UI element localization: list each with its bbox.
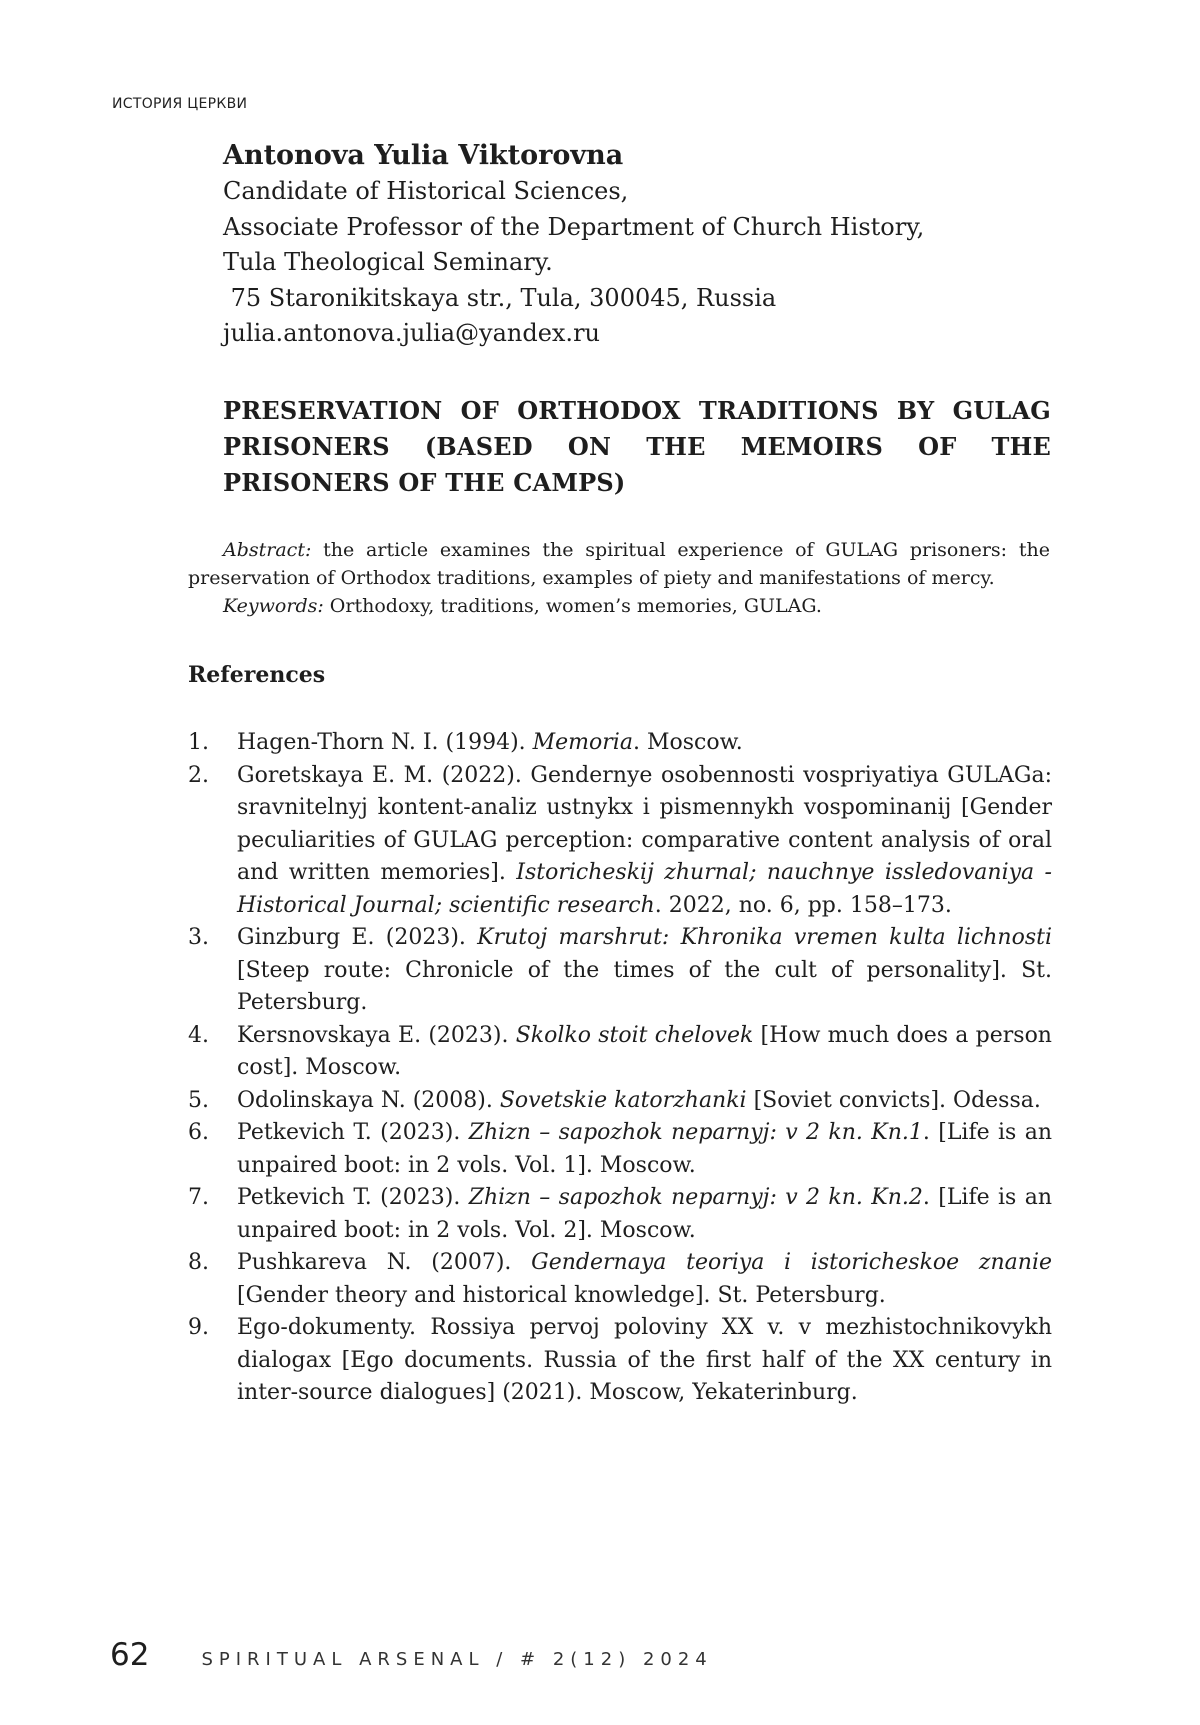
author-degree: Candidate of Historical Sciences, xyxy=(223,177,629,205)
running-header: ИСТОРИЯ ЦЕРКВИ xyxy=(112,96,248,112)
author-affiliation: Tula Theological Seminary. xyxy=(223,248,553,276)
author-name: Antonova Yulia Viktorovna xyxy=(223,140,624,171)
author-position: Associate Professor of the Department of Church History, xyxy=(223,212,925,241)
reference-number: 5. xyxy=(188,1087,209,1113)
abstract-paragraph xyxy=(188,536,1050,592)
reference-text: Goretskaya E. M. (2022). Gendernye osobennosti vospriyatiya GULAGa: sravnitelnyj kontent-analiz ustnykx i pismennykh vospominanij [Gender peculiarities of GULAG perception: comparative content analysis of oral and written memories]. Istoricheskij zhurnal; nauchnye issledovaniya - Historical Journal; scientific research. 2022, no. 6, pp. 158–173. xyxy=(237,762,1052,918)
keywords-text: Orthodoxy, traditions, women’s memories, GULAG. xyxy=(323,595,822,617)
page-footer xyxy=(110,1637,713,1673)
reference-item xyxy=(188,1182,1052,1247)
reference-number: 6. xyxy=(188,1120,209,1145)
author-address: 75 Staronikitskaya str., Tula, 300045, Russia xyxy=(223,283,777,312)
article-title: PRESERVATION OF ORTHODOX TRADITIONS BY GULAG PRISONERS (BASED ON THE MEMOIRS OF THE PRISONERS OF THE CAMPS) xyxy=(223,396,1051,497)
reference-item xyxy=(188,1085,1052,1118)
keywords-label: Keywords: xyxy=(223,595,324,617)
page-number: 62 xyxy=(110,1637,150,1673)
reference-item xyxy=(188,1312,1052,1410)
reference-number: 2. xyxy=(188,762,209,788)
reference-item xyxy=(188,1117,1052,1182)
reference-number: 8. xyxy=(188,1250,209,1275)
reference-text: Pushkareva N. (2007). Gendernaya teoriya i istoricheskoe znanie [Gender theory and historical knowledge]. St. Petersburg. xyxy=(237,1250,1053,1308)
references-heading: References xyxy=(188,662,326,688)
reference-text: Ego-dokumenty. Rossiya pervoj poloviny XX v. v mezhistochnikovykh dialogax [Ego documents. Russia of the first half of the XX century in inter-source dialogues] (2021). Moscow, Yekaterinburg. xyxy=(237,1315,1052,1405)
reference-number: 7. xyxy=(188,1185,209,1210)
reference-number: 1. xyxy=(188,730,209,755)
reference-number: 4. xyxy=(188,1022,209,1048)
author-email: julia.antonova.julia@yandex.ru xyxy=(223,319,600,347)
reference-text: Hagen-Thorn N. I. (1994). Memoria. Moscow. xyxy=(237,730,743,755)
abstract-label: Abstract: xyxy=(223,539,312,561)
reference-item xyxy=(188,922,1052,1020)
reference-item xyxy=(188,760,1052,923)
reference-text: Kersnovskaya E. (2023). Skolko stoit chelovek [How much does a person cost]. Moscow. xyxy=(237,1022,1052,1080)
reference-item xyxy=(188,727,1052,760)
abstract-block xyxy=(188,536,1050,620)
reference-item xyxy=(188,1247,1052,1312)
reference-text: Ginzburg E. (2023). Krutoj marshrut: Khronika vremen kulta lichnosti [Steep route: Chronicle of the times of the cult of personality]. St. Petersburg. xyxy=(237,925,1052,1015)
keywords-paragraph xyxy=(188,592,1050,620)
author-block xyxy=(223,138,1083,352)
reference-number: 3. xyxy=(188,925,209,950)
journal-title: SPIRITUAL ARSENAL / # 2(12) 2024 xyxy=(201,1649,713,1670)
reference-text: Petkevich T. (2023). Zhizn – sapozhok neparnyj: v 2 kn. Kn.1. [Life is an unpaired boot: in 2 vols. Vol. 1]. Moscow. xyxy=(237,1120,1052,1178)
references-list xyxy=(188,727,1052,1410)
reference-item xyxy=(188,1020,1052,1085)
reference-number: 9. xyxy=(188,1315,209,1340)
reference-text: Petkevich T. (2023). Zhizn – sapozhok neparnyj: v 2 kn. Kn.2. [Life is an unpaired boot: in 2 vols. Vol. 2]. Moscow. xyxy=(237,1185,1052,1243)
abstract-text: the article examines the spiritual experience of GULAG prisoners: the preservation of Orthodox traditions, examples of piety and manifestations of mercy. xyxy=(188,539,1050,589)
reference-text: Odolinskaya N. (2008). Sovetskie katorzhanki [Soviet convicts]. Odessa. xyxy=(237,1087,1041,1113)
